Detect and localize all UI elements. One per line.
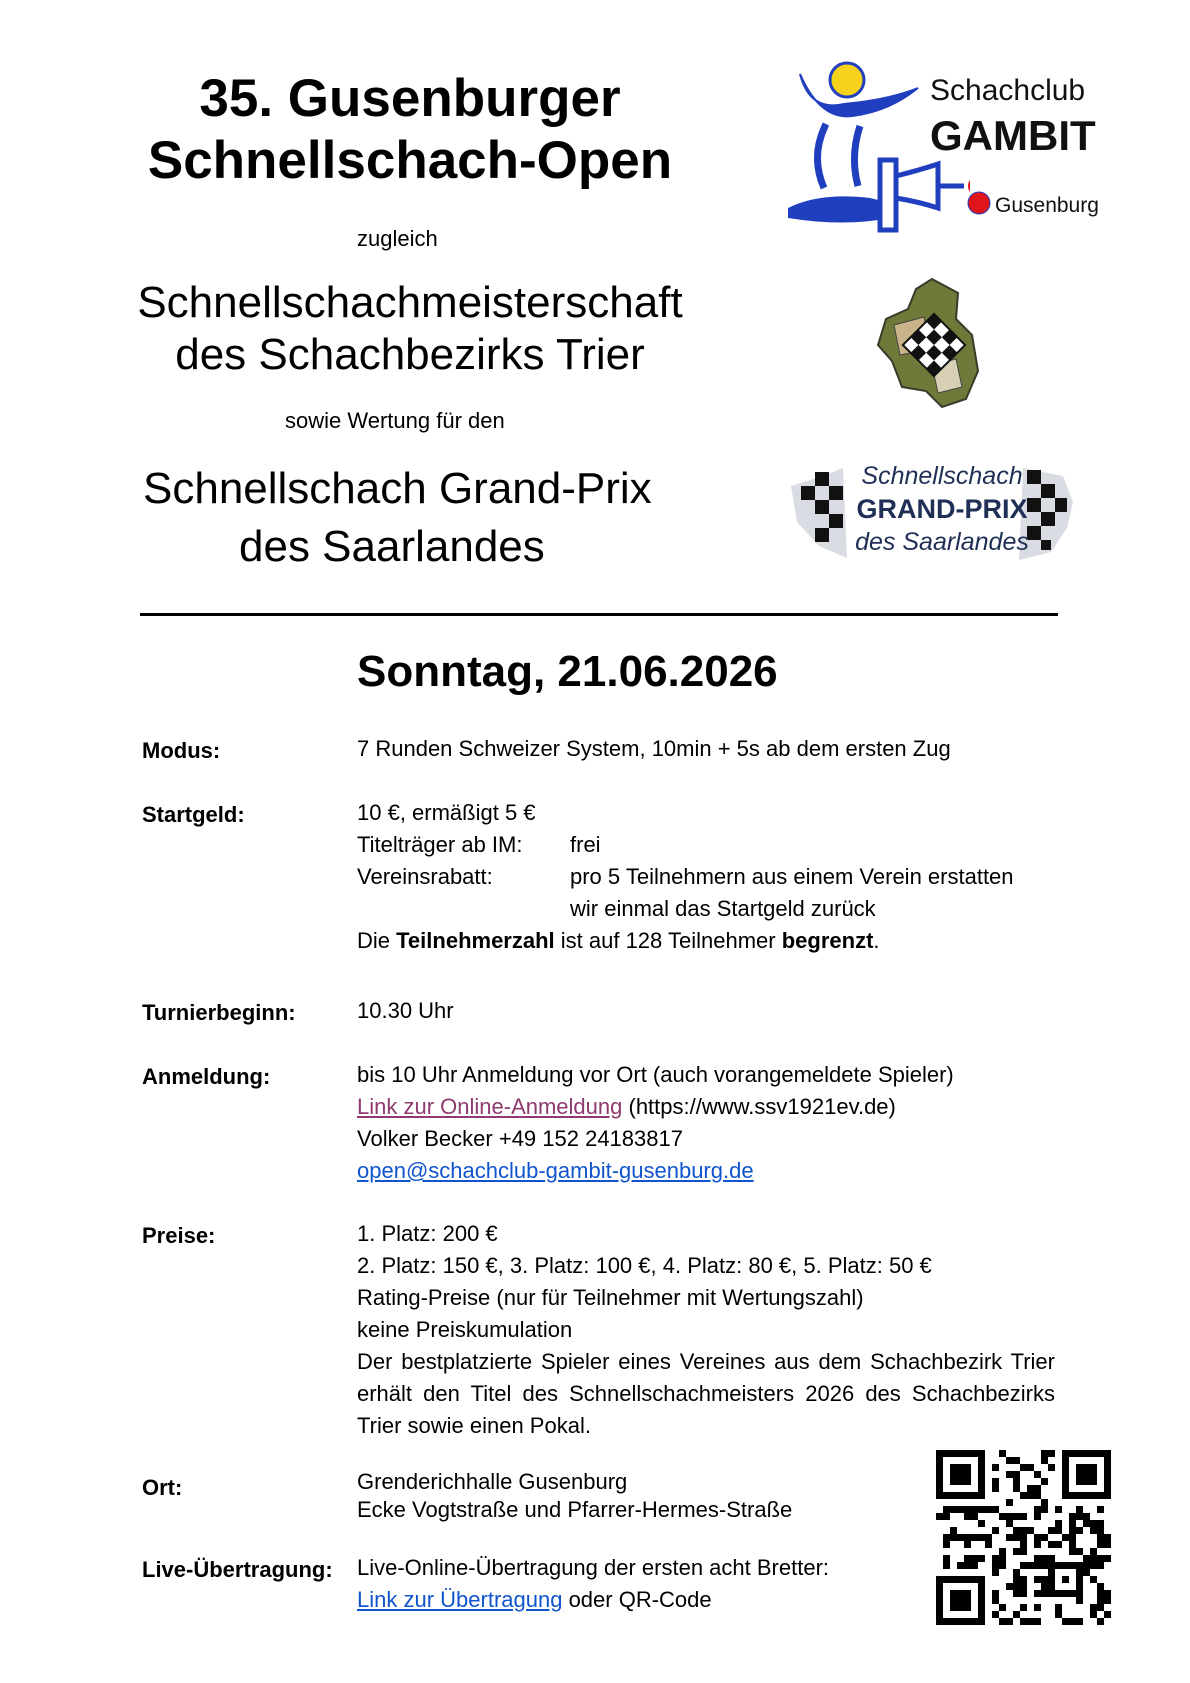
ort-line2: Ecke Vogtstraße und Pfarrer-Hermes-Straße xyxy=(357,1497,793,1522)
grandprix-logo-line2: GRAND-PRIX xyxy=(856,494,1028,524)
zugleich-text: zugleich xyxy=(357,226,438,251)
event-title xyxy=(130,68,690,192)
grandprix-logo xyxy=(783,462,1078,562)
startgeld-value xyxy=(357,797,1055,957)
grandprix-line2: des Saarlandes xyxy=(239,522,545,571)
limit-text-b: Teilnehmerzahl xyxy=(396,928,555,953)
event-date: Sonntag, 21.06.2026 xyxy=(357,647,778,696)
club-logo-line3: Gusenburg xyxy=(995,194,1099,217)
live-suffix: oder QR-Code xyxy=(562,1587,712,1612)
bezirk-emblem xyxy=(872,275,992,415)
limit-text-c: ist auf 128 Teilnehmer xyxy=(554,928,782,953)
meisterschaft-title xyxy=(130,277,690,381)
beginn-label: Turnierbeginn: xyxy=(142,1000,296,1025)
startgeld-line1: 10 €, ermäßigt 5 € xyxy=(357,800,536,825)
limit-text-e: . xyxy=(873,928,880,953)
vereinsrabatt-label: Vereinsrabatt: xyxy=(357,864,493,889)
anmeldung-value xyxy=(357,1059,1055,1187)
anmeldung-contact: Volker Becker +49 152 24183817 xyxy=(357,1126,683,1151)
preise-line3: Rating-Preise (nur für Teilnehmer mit Wertungszahl) xyxy=(357,1285,864,1310)
preise-line2: 2. Platz: 150 €, 3. Platz: 100 €, 4. Platz: 80 €, 5. Platz: 50 € xyxy=(357,1253,932,1278)
anmeldung-link-row xyxy=(357,1091,1055,1123)
modus-value: 7 Runden Schweizer System, 10min + 5s ab dem ersten Zug xyxy=(357,736,951,761)
titeltraeger-value: frei xyxy=(570,832,601,857)
email-link[interactable]: open@schachclub-gambit-gusenburg.de xyxy=(357,1158,754,1183)
anmeldung-email-row xyxy=(357,1155,1055,1187)
limit-text-d: begrenzt xyxy=(781,928,874,953)
ort-label: Ort: xyxy=(142,1475,183,1500)
meisterschaft-line1: Schnellschachmeisterschaft xyxy=(137,278,683,327)
grandprix-logo-line3: des Saarlandes xyxy=(855,528,1029,556)
grandprix-logo-line1: Schnellschach xyxy=(861,462,1023,490)
titeltraeger-label: Titelträger ab IM: xyxy=(357,832,523,857)
anmeldung-line1: bis 10 Uhr Anmeldung vor Ort (auch vorangemeldete Spieler) xyxy=(357,1062,954,1087)
titeltraeger-row xyxy=(357,829,1055,861)
limit-text-a: Die xyxy=(357,928,397,953)
grandprix-title xyxy=(143,463,652,515)
beginn-value: 10.30 Uhr xyxy=(357,998,454,1023)
ort-line1: Grenderichhalle Gusenburg xyxy=(357,1469,628,1494)
club-logo-line2: GAMBIT xyxy=(930,112,1096,159)
grandprix-line1: Schnellschach Grand-Prix xyxy=(143,464,652,513)
preise-line4: keine Preiskumulation xyxy=(357,1317,573,1342)
sowie-text: sowie Wertung für den xyxy=(285,408,505,433)
qr-code-icon[interactable] xyxy=(936,1450,1111,1625)
vereinsrabatt-value2: wir einmal das Startgeld zurück xyxy=(570,896,876,921)
live-link-row xyxy=(357,1584,877,1616)
red-dot-icon xyxy=(966,190,992,216)
vereinsrabatt-row2 xyxy=(357,893,1055,925)
anmeldung-link-suffix: (https://www.ssv1921ev.de) xyxy=(622,1094,896,1119)
preise-paragraph: Der bestplatzierte Spieler eines Vereines aus dem Schachbezirk Trier erhält den Titel des Schnellschachmeisters 2026 des Schachbezirks Trier sowie einen Pokal. xyxy=(357,1349,1055,1438)
club-logo-line1: Schachclub xyxy=(930,74,1086,107)
preise-line1: 1. Platz: 200 € xyxy=(357,1221,498,1246)
live-line1: Live-Online-Übertragung der ersten acht Bretter: xyxy=(357,1555,830,1580)
uebertragung-link[interactable]: Link zur Übertragung xyxy=(357,1587,563,1612)
preise-value xyxy=(357,1218,1055,1442)
vereinsrabatt-value1: pro 5 Teilnehmern aus einem Verein erstatten xyxy=(570,864,1014,889)
preise-label: Preise: xyxy=(142,1223,216,1248)
startgeld-label: Startgeld: xyxy=(142,802,245,827)
vereinsrabatt-row xyxy=(357,861,1055,893)
divider xyxy=(140,613,1058,616)
event-title-line1: 35. Gusenburger xyxy=(199,69,621,128)
meisterschaft-line2: des Schachbezirks Trier xyxy=(175,330,645,379)
event-title-line2: Schnellschach-Open xyxy=(147,131,673,190)
live-label: Live-Übertragung: xyxy=(142,1557,333,1582)
online-anmeldung-link[interactable]: Link zur Online-Anmeldung xyxy=(357,1094,623,1119)
live-value xyxy=(357,1552,877,1616)
bezirk-map-icon xyxy=(872,275,992,415)
club-logo xyxy=(780,60,1110,240)
anmeldung-label: Anmeldung: xyxy=(142,1064,271,1089)
modus-label: Modus: xyxy=(142,738,221,763)
teilnehmer-limit xyxy=(357,925,1055,957)
